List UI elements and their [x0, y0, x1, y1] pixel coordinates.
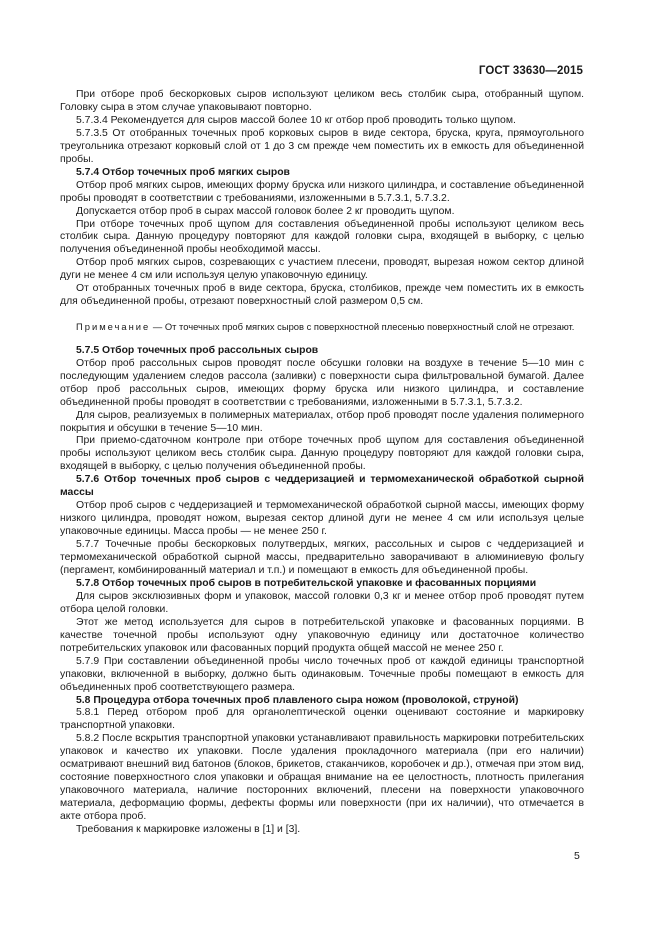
- paragraph: При отборе проб бескорковых сыров используют целиком весь столбик сыра, отобранный щупом. Головку сыра в этом случае упаковывают повторно.: [60, 89, 584, 113]
- paragraph: Для сыров эксклюзивных форм и упаковок, массой головки 0,3 кг и менее отбор проб проводят путем отбора целой головки.: [60, 590, 584, 615]
- paragraph: Отбор проб мягких сыров, имеющих форму бруска или низкого цилиндра, и составление объединенной пробы проводят в соответствии с требованиями, изложенными в 5.7.3.1, 5.7.3.2.: [60, 179, 584, 204]
- note: [60, 321, 584, 333]
- paragraph: 5.7.3.4 Рекомендуется для сыров массой более 10 кг отбор проб проводить только щупом.: [76, 114, 516, 126]
- section-heading: 5.8 Процедура отбора точечных проб плавленого сыра ножом (проволокой, струной): [76, 694, 519, 706]
- section-heading: 5.7.8 Отбор точечных проб сыров в потребительской упаковке и фасованных порциями: [76, 577, 537, 589]
- section-heading: 5.7.6 Отбор точечных проб сыров с чеддеризацией и термомеханической обработкой сырной массы: [60, 474, 584, 499]
- paragraph: 5.7.9 При составлении объединенной пробы число точечных проб от каждой единицы транспортной упаковки, включенной в выборку, должно быть одинаковым. Точечные пробы помещают в емкость для объединенных проб соответствующего размера.: [60, 655, 584, 693]
- paragraph: 5.8.2 После вскрытия транспортной упаковки устанавливают правильность маркировки потребительских упаковок и качество их упаковки. После удаления прокладочного материала (при его наличии) осматривают внешний вид батонов (блоков, брикетов, стаканчиков, коробочек и др.), отмечая при этом вид, состояние поверхностного слоя упаковки и обращая внимание на ее целостность, плотность прилегания упаковочного материала, наличие посторонних включений, плесени на поверхности упаковочного материала, деформацию формы, дефекты формы или поверхности (при их наличии), что отмечается в акте отбора проб.: [60, 733, 584, 823]
- note-text: — От точечных проб мягких сыров с поверхностной плесенью поверхностный слой не отрезают.: [150, 321, 575, 333]
- section-heading: 5.7.5 Отбор точечных проб рассольных сыров: [76, 344, 319, 356]
- paragraph: Для сыров, реализуемых в полимерных материалах, отбор проб проводят после удаления полимерного покрытия и обсушки в течение 5—10 мин.: [60, 409, 584, 434]
- document-body: [60, 89, 584, 837]
- paragraph: Отбор проб сыров с чеддеризацией и термомеханической обработкой сырной массы, имеющих форму низкого цилиндра, проводят ножом, вырезая сектор длиной дуги не менее 4 см или используя целые упаковочные единицы. Масса пробы — не менее 250 г.: [60, 500, 584, 538]
- page-number: 5: [574, 850, 580, 862]
- paragraph: Допускается отбор проб в сырах массой головок более 2 кг проводить щупом.: [76, 205, 455, 217]
- document-code: ГОСТ 33630—2015: [478, 65, 583, 77]
- paragraph: 5.8.1 Перед отбором проб для органолептической оценки оценивают состояние и маркировку транспортной упаковки.: [60, 707, 584, 732]
- paragraph: Отбор проб рассольных сыров проводят после обсушки головки на воздухе в течение 5—10 мин с последующим удалением следов рассола (заливки) с поверхности сыра фильтровальной бумагой. Далее отбор проб рассольных сыров, имеющих форму бруска или низкого цилиндра, и составление объединенной пробы проводят в соответствии с требованиями, изложенными в 5.7.3.1, 5.7.3.2.: [60, 357, 584, 408]
- section-heading: 5.7.4 Отбор точечных проб мягких сыров: [76, 166, 290, 178]
- paragraph: Этот же метод используется для сыров в потребительской упаковке и фасованных порциями. В качестве точечной пробы используют одну упаковочную единицу или достаточное количество потребительских упаковок или фасованных порций продукта общей массой не менее 250 г.: [60, 616, 584, 654]
- paragraph: 5.7.3.5 От отобранных точечных проб корковых сыров в виде сектора, бруска, круга, прямоугольного треугольника отрезают корковый слой от 1 до 3 см прежде чем поместить их в емкость для объединенной пробы.: [60, 127, 584, 165]
- paragraph: 5.7.7 Точечные пробы бескорковых полутвердых, мягких, рассольных и сыров с чеддеризацией и термомеханической обработкой сырной массы, предварительно заворачивают в алюминиевую фольгу (пергамент, комбинированный материал и т.п.) и помещают в емкость для объединенной пробы.: [60, 539, 584, 576]
- paragraph: Отбор проб мягких сыров, созревающих с участием плесени, проводят, вырезая ножом сектор длиной дуги не менее 4 см или используя целую упаковочную единицу.: [60, 257, 584, 282]
- paragraph: Требования к маркировке изложены в [1] и [3].: [76, 824, 301, 836]
- note-label: Примечание: [76, 321, 151, 333]
- paragraph: При отборе точечных проб щупом для составления объединенной пробы используют целиком весь столбик сыра. Данную процедуру повторяют для каждой головки сыра, входящей в выборку, с целью получения объединенной пробы необходимой массы.: [60, 218, 584, 256]
- paragraph: От отобранных точечных проб в виде сектора, бруска, столбиков, прежде чем поместить их в емкость для объединенной пробы, отрезают поверхностный слой размером 0,5 см.: [60, 283, 584, 308]
- paragraph: При приемо-сдаточном контроле при отборе точечных проб щупом для составления объединенной пробы используют целиком весь столбик сыра. Данную процедуру повторяют для каждой головки сыра, входящей в выборку, с целью получения объединенной пробы.: [60, 435, 584, 473]
